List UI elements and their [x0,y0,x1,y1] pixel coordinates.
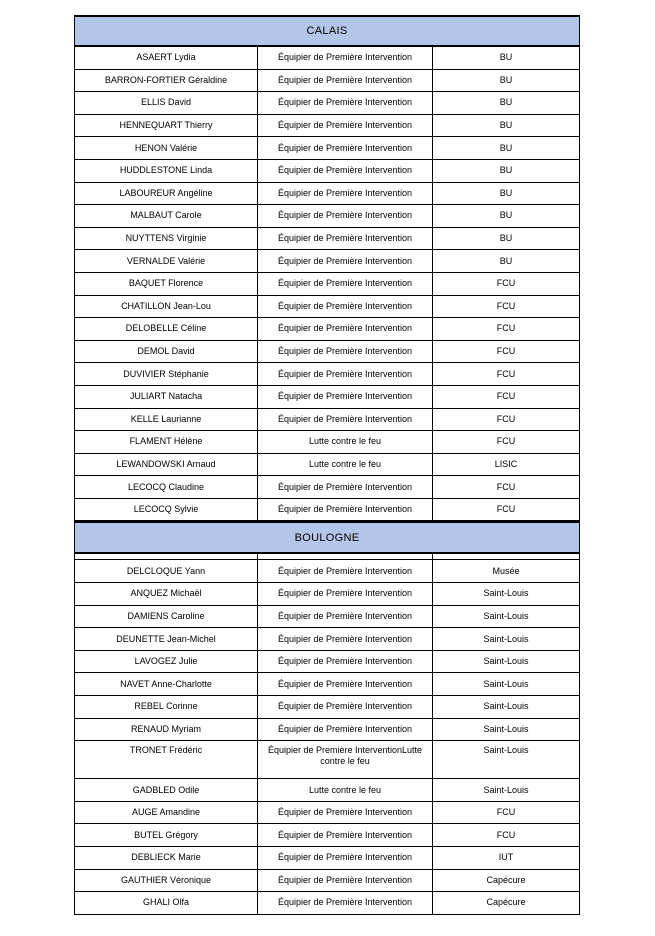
name-cell: ASAERT Lydia [75,47,258,70]
table-row [75,250,580,273]
name-cell: VERNALDE Valérie [75,250,258,273]
boulogne-table [74,553,580,914]
site-cell: Saint-Louis [433,650,580,673]
table-row [75,159,580,182]
name-cell: BAQUET Florence [75,272,258,295]
site-cell: FCU [433,363,580,386]
table-row [75,779,580,802]
role-cell: Équipier de Première Intervention [258,869,433,892]
role-cell: Équipier de Première Intervention [258,892,433,915]
role-cell: Équipier de Première Intervention [258,318,433,341]
personnel-sheet [74,15,580,915]
site-cell: Saint-Louis [433,741,580,779]
table-row [75,605,580,628]
role-cell: Équipier de Première Intervention [258,696,433,719]
site-cell: BU [433,114,580,137]
role-cell: Équipier de Première Intervention [258,272,433,295]
name-cell: TRONET Frédéric [75,741,258,779]
site-cell: BU [433,250,580,273]
site-cell: FCU [433,476,580,499]
table-row [75,205,580,228]
role-cell: Équipier de Première Intervention [258,227,433,250]
table-row [75,892,580,915]
role-cell: Équipier de Première Intervention [258,824,433,847]
table-row [75,801,580,824]
role-cell: Équipier de Première Intervention [258,498,433,521]
name-cell: LEWANDOWSKI Arnaud [75,453,258,476]
name-cell: MALBAUT Carole [75,205,258,228]
table-row [75,476,580,499]
name-cell: HENNEQUART Thierry [75,114,258,137]
table-row [75,137,580,160]
role-cell: Équipier de Première Intervention [258,295,433,318]
table-row [75,696,580,719]
section-header-calais: CALAIS [74,15,580,46]
name-cell: DUVIVIER Stéphanie [75,363,258,386]
site-cell: Saint-Louis [433,718,580,741]
role-cell: Équipier de Première Intervention [258,69,433,92]
table-row [75,824,580,847]
table-row [75,272,580,295]
table-row [75,182,580,205]
name-cell: NAVET Anne-Charlotte [75,673,258,696]
table-row [75,741,580,779]
name-cell: JULIART Natacha [75,385,258,408]
site-cell: BU [433,227,580,250]
site-cell: BU [433,69,580,92]
name-cell: DEMOL David [75,340,258,363]
role-cell: Équipier de Première Intervention [258,182,433,205]
site-cell: FCU [433,272,580,295]
site-cell: FCU [433,824,580,847]
table-row [75,69,580,92]
table-row [75,227,580,250]
name-cell: DAMIENS Caroline [75,605,258,628]
table-row [75,583,580,606]
name-cell: DEUNETTE Jean-Michel [75,628,258,651]
role-cell: Équipier de Première Intervention [258,801,433,824]
site-cell: BU [433,205,580,228]
role-cell: Équipier de Première Intervention [258,340,433,363]
role-cell: Lutte contre le feu [258,453,433,476]
site-cell: Musée [433,560,580,583]
role-cell: Équipier de Première Intervention [258,159,433,182]
table-row [75,431,580,454]
site-cell: IUT [433,847,580,870]
role-cell: Lutte contre le feu [258,779,433,802]
name-cell: LAVOGEZ Julie [75,650,258,673]
site-cell: LISIC [433,453,580,476]
table-row [75,718,580,741]
role-cell: Équipier de Première Intervention [258,605,433,628]
table-row [75,385,580,408]
name-cell: AUGE Amandine [75,801,258,824]
site-cell: Saint-Louis [433,583,580,606]
table-row [75,92,580,115]
site-cell: FCU [433,498,580,521]
calais-table [74,46,580,521]
name-cell: FLAMENT Hélène [75,431,258,454]
name-cell: GHALI Olfa [75,892,258,915]
name-cell: DELCLOQUE Yann [75,560,258,583]
name-cell: KELLE Laurianne [75,408,258,431]
site-cell: FCU [433,295,580,318]
role-cell: Équipier de Première Intervention [258,628,433,651]
table-row [75,318,580,341]
site-cell: Saint-Louis [433,605,580,628]
role-cell: Équipier de Première Intervention [258,47,433,70]
role-cell: Équipier de Première Intervention [258,114,433,137]
role-cell: Équipier de Première Intervention [258,363,433,386]
role-cell: Équipier de Première Intervention [258,385,433,408]
name-cell: LECOCQ Claudine [75,476,258,499]
name-cell: ELLIS David [75,92,258,115]
site-cell: Saint-Louis [433,673,580,696]
name-cell: BUTEL Grégory [75,824,258,847]
role-cell: Équipier de Première Intervention [258,718,433,741]
name-cell: GADBLED Odile [75,779,258,802]
table-row [75,847,580,870]
site-cell: BU [433,182,580,205]
role-cell: Équipier de Première Intervention [258,92,433,115]
name-cell: HUDDLESTONE Linda [75,159,258,182]
name-cell: GAUTHIER Véronique [75,869,258,892]
role-cell: Équipier de Première Intervention [258,408,433,431]
role-cell: Équipier de Première Intervention [258,137,433,160]
name-cell: HENON Valérie [75,137,258,160]
site-cell: BU [433,92,580,115]
role-cell: Équipier de Première Intervention [258,673,433,696]
site-cell: Capécure [433,869,580,892]
role-cell: Équipier de Première Intervention [258,476,433,499]
table-row [75,869,580,892]
site-cell: FCU [433,385,580,408]
table-row [75,408,580,431]
role-cell: Équipier de Première Intervention [258,847,433,870]
name-cell: DEBLIECK Marie [75,847,258,870]
section-header-boulogne: BOULOGNE [74,521,580,553]
name-cell: ANQUEZ Michaël [75,583,258,606]
site-cell: FCU [433,408,580,431]
name-cell: LABOUREUR Angéline [75,182,258,205]
role-cell: Lutte contre le feu [258,431,433,454]
table-row [75,498,580,521]
role-cell: Équipier de Première Intervention [258,650,433,673]
site-cell: Saint-Louis [433,628,580,651]
role-cell: Équipier de Première Intervention [258,205,433,228]
table-row [75,340,580,363]
role-cell: Équipier de Première Intervention [258,560,433,583]
name-cell: NUYTTENS Virginie [75,227,258,250]
site-cell: Saint-Louis [433,696,580,719]
site-cell: BU [433,47,580,70]
name-cell: DELOBELLE Céline [75,318,258,341]
role-cell: Équipier de Première InterventionLutte contre le feu [258,741,433,779]
table-row [75,650,580,673]
site-cell: FCU [433,801,580,824]
table-row [75,114,580,137]
table-row [75,363,580,386]
table-row [75,47,580,70]
name-cell: RENAUD Myriam [75,718,258,741]
role-cell: Équipier de Première Intervention [258,250,433,273]
name-cell: LECOCQ Sylvie [75,498,258,521]
site-cell: FCU [433,431,580,454]
site-cell: BU [433,159,580,182]
site-cell: BU [433,137,580,160]
table-row [75,295,580,318]
site-cell: FCU [433,318,580,341]
name-cell: BARRON-FORTIER Géraldine [75,69,258,92]
site-cell: Capécure [433,892,580,915]
role-cell: Équipier de Première Intervention [258,583,433,606]
site-cell: FCU [433,340,580,363]
table-row [75,628,580,651]
table-row [75,673,580,696]
site-cell: Saint-Louis [433,779,580,802]
name-cell: REBEL Corinne [75,696,258,719]
name-cell: CHATILLON Jean-Lou [75,295,258,318]
table-row [75,453,580,476]
table-row [75,560,580,583]
